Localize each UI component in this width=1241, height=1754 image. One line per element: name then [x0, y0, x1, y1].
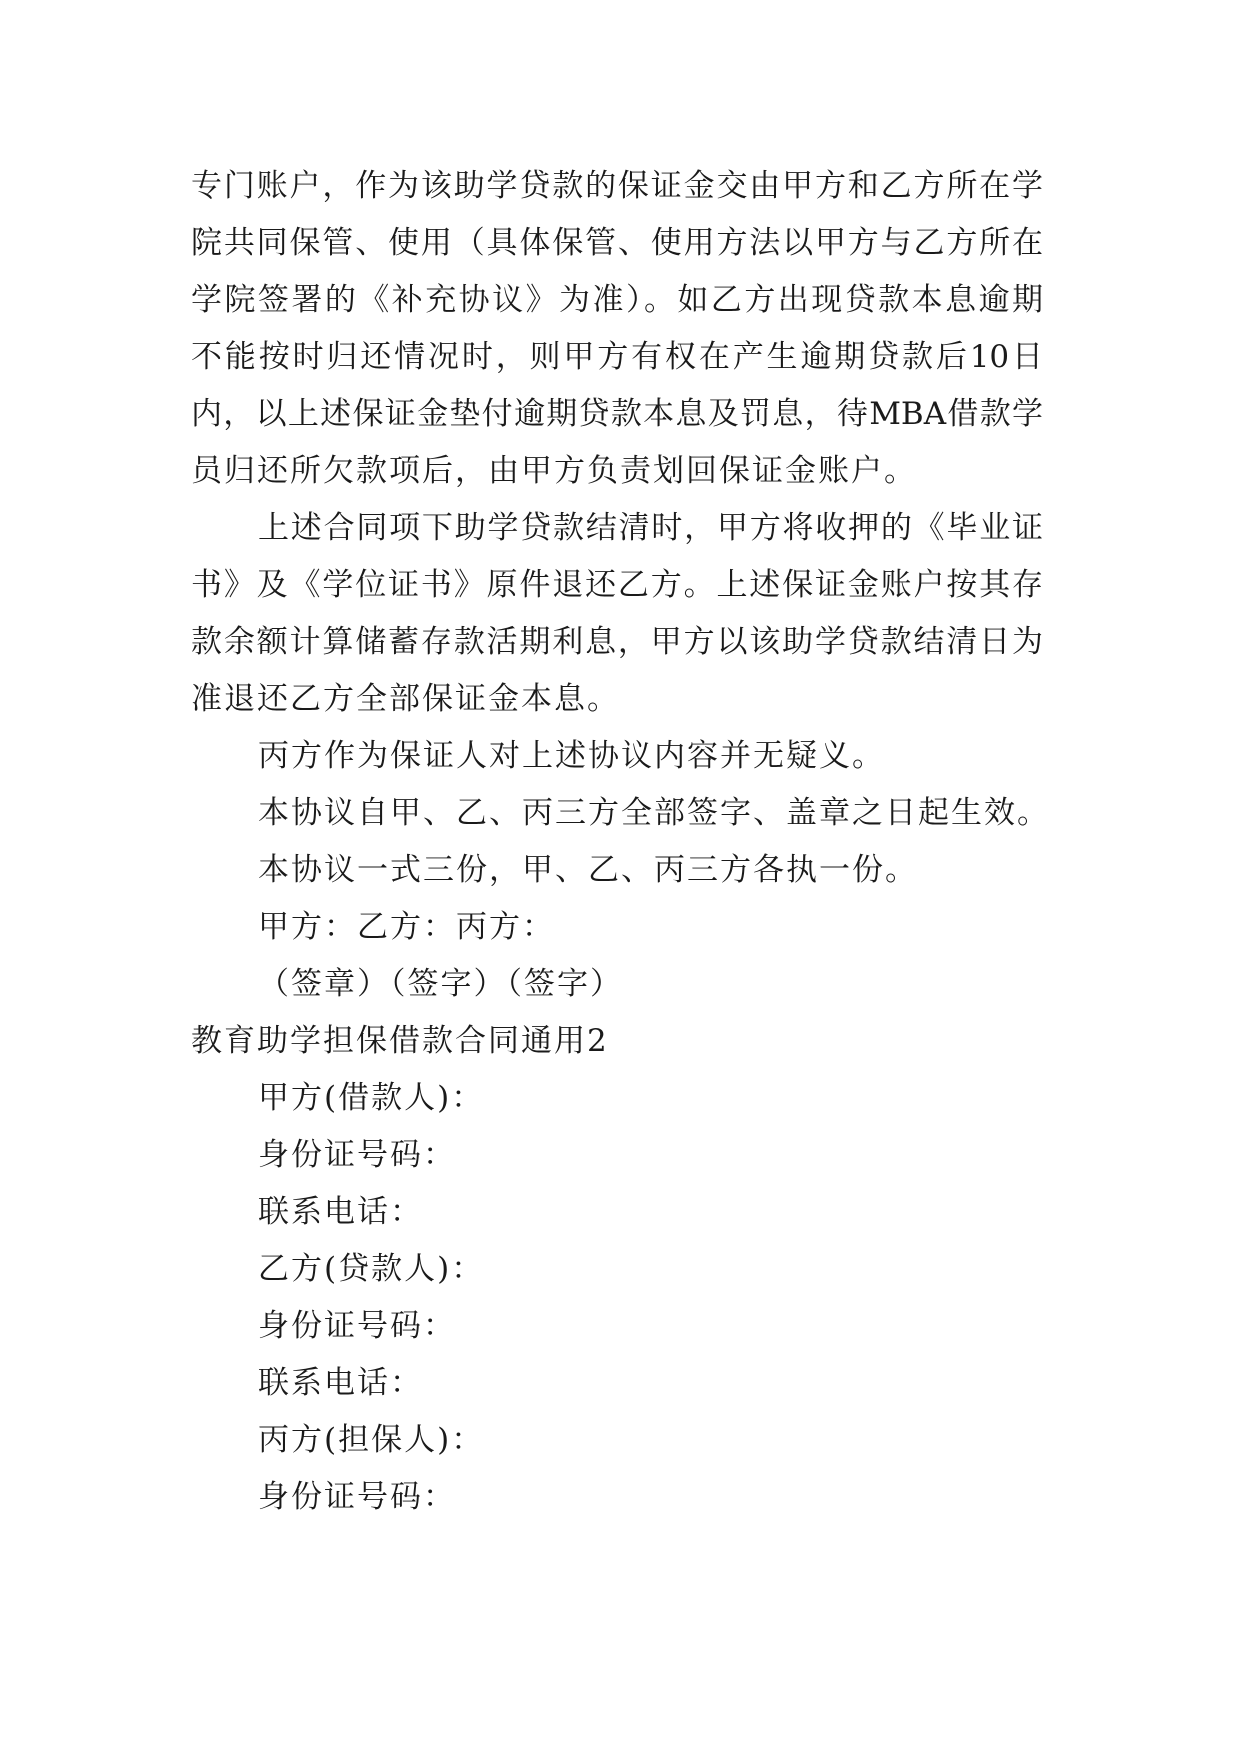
field-phone-a: 联系电话：	[258, 1194, 423, 1230]
statement-guarantor: 丙方作为保证人对上述协议内容并无疑义。	[258, 738, 885, 774]
field-party-c: 丙方(担保人)：	[258, 1422, 485, 1458]
field-party-b: 乙方(贷款人)：	[258, 1251, 485, 1287]
field-id-number-b: 身份证号码：	[258, 1308, 456, 1344]
paragraph-1-line-1: 专门账户，作为该助学贷款的保证金交由甲方和乙方所在学	[191, 168, 1043, 204]
signature-parties: 甲方：乙方：丙方：	[258, 909, 555, 945]
paragraph-2-line-3: 款余额计算储蓄存款活期利息，甲方以该助学贷款结清日为	[191, 624, 1043, 660]
statement-copies: 本协议一式三份，甲、乙、丙三方各执一份。	[258, 852, 918, 888]
paragraph-1-line-6: 员归还所欠款项后，由甲方负责划回保证金账户。	[191, 453, 917, 489]
paragraph-2-line-1: 上述合同项下助学贷款结清时，甲方将收押的《毕业证	[258, 510, 1043, 546]
paragraph-1-line-5: 内，以上述保证金垫付逾期贷款本息及罚息，待MBA借款学	[191, 396, 1043, 432]
section-title: 教育助学担保借款合同通用2	[191, 1023, 609, 1059]
paragraph-2-line-2: 书》及《学位证书》原件退还乙方。上述保证金账户按其存	[191, 567, 1043, 603]
paragraph-1-line-2: 院共同保管、使用（具体保管、使用方法以甲方与乙方所在	[191, 225, 1043, 261]
field-id-number-a: 身份证号码：	[258, 1137, 456, 1173]
statement-effective: 本协议自甲、乙、丙三方全部签字、盖章之日起生效。	[258, 795, 1050, 831]
paragraph-2-line-4: 准退还乙方全部保证金本息。	[191, 681, 620, 717]
signature-types: （签章）（签字）（签字）	[258, 966, 623, 1002]
paragraph-1-line-4: 不能按时归还情况时，则甲方有权在产生逾期贷款后10日	[191, 339, 1043, 375]
field-party-a: 甲方(借款人)：	[258, 1080, 485, 1116]
field-phone-b: 联系电话：	[258, 1365, 423, 1401]
paragraph-1-line-3: 学院签署的《补充协议》为准）。如乙方出现贷款本息逾期	[191, 282, 1043, 318]
field-id-number-c: 身份证号码：	[258, 1479, 456, 1515]
